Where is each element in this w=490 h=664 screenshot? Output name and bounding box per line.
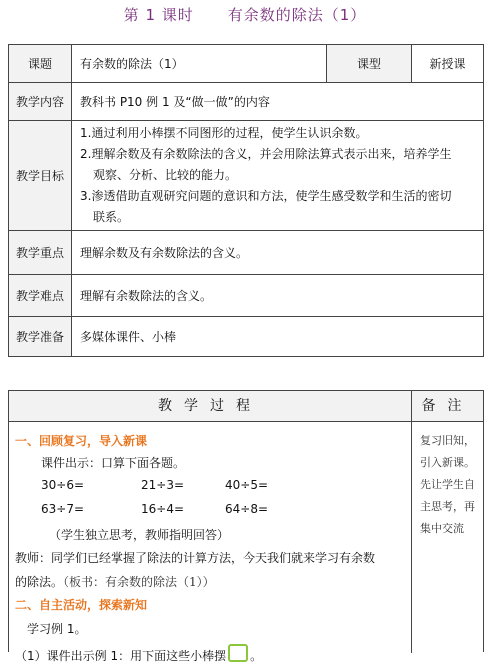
student-activity-note: （学生独立思考，教师指明回答） bbox=[49, 528, 230, 542]
equation: 30÷6= bbox=[41, 478, 85, 492]
lesson-info-table bbox=[8, 44, 484, 357]
goals-cell bbox=[72, 121, 484, 231]
process-content bbox=[9, 422, 412, 663]
type-label: 课型 bbox=[327, 45, 412, 83]
teacher-line: 教师：同学们已经掌握了除法的计算方法，今天我们就来学习有余数 bbox=[15, 551, 376, 565]
type-value: 新授课 bbox=[412, 45, 484, 83]
example-1-line: （1）课件出示例 1：用下面这些小棒摆 。 bbox=[15, 644, 262, 664]
process-title: 教学过程 bbox=[9, 391, 412, 421]
topic-label: 课题 bbox=[9, 45, 72, 83]
focus-label: 教学重点 bbox=[9, 231, 72, 275]
equation: 40÷5= bbox=[225, 478, 269, 492]
goal-item: 2.理解余数及有余数除法的含义，并会用除法算式表示出来，培养学生 观察、分析、比较的能力。 bbox=[80, 147, 452, 182]
example-line: 学习例 1。 bbox=[27, 622, 87, 636]
note-title: 备注 bbox=[421, 398, 474, 414]
goal-item: 1.通过利用小棒摆不同图形的过程，使学生认识余数。 bbox=[80, 126, 368, 140]
square-sticks-icon bbox=[228, 644, 248, 662]
topic-value: 有余数的除法（1） bbox=[72, 45, 327, 83]
teacher-line-cont: 的除法。（板书：有余数的除法（1）） bbox=[15, 575, 215, 589]
difficulty-label: 教学难点 bbox=[9, 275, 72, 317]
review-prompt: 课件出示：口算下面各题。 bbox=[41, 456, 186, 470]
equation: 21÷3= bbox=[141, 478, 185, 492]
lesson-number: 第 1 课时 bbox=[123, 6, 194, 24]
equation: 64÷8= bbox=[225, 502, 269, 516]
difficulty-value: 理解有余数除法的含义。 bbox=[72, 275, 484, 317]
prep-value: 多媒体课件、小棒 bbox=[72, 317, 484, 357]
equation: 63÷7= bbox=[41, 502, 85, 516]
prep-label: 教学准备 bbox=[9, 317, 72, 357]
focus-value: 理解余数及有余数除法的含义。 bbox=[72, 231, 484, 275]
equation: 16÷4= bbox=[141, 502, 185, 516]
lesson-topic: 有余数的除法（1） bbox=[227, 6, 367, 24]
goals-list bbox=[80, 123, 475, 228]
content-value: 教科书 P10 例 1 及“做一做”的内容 bbox=[72, 83, 484, 121]
page-title bbox=[0, 4, 490, 25]
note-content: 复习旧知，引入新课。先让学生自主思考，再集中交流 bbox=[420, 434, 475, 535]
process-header bbox=[9, 391, 483, 422]
process-table bbox=[8, 390, 484, 663]
goal-item: 3.渗透借助直观研究问题的意识和方法，使学生感受数学和生活的密切 联系。 bbox=[80, 189, 452, 224]
section-review: 一、回顾复习，导入新课 bbox=[15, 434, 148, 448]
content-label: 教学内容 bbox=[9, 83, 72, 121]
goals-label: 教学目标 bbox=[9, 121, 72, 231]
board-note: （板书：有余数的除法（1）） bbox=[63, 575, 215, 589]
section-explore: 二、自主活动，探索新知 bbox=[15, 598, 148, 612]
